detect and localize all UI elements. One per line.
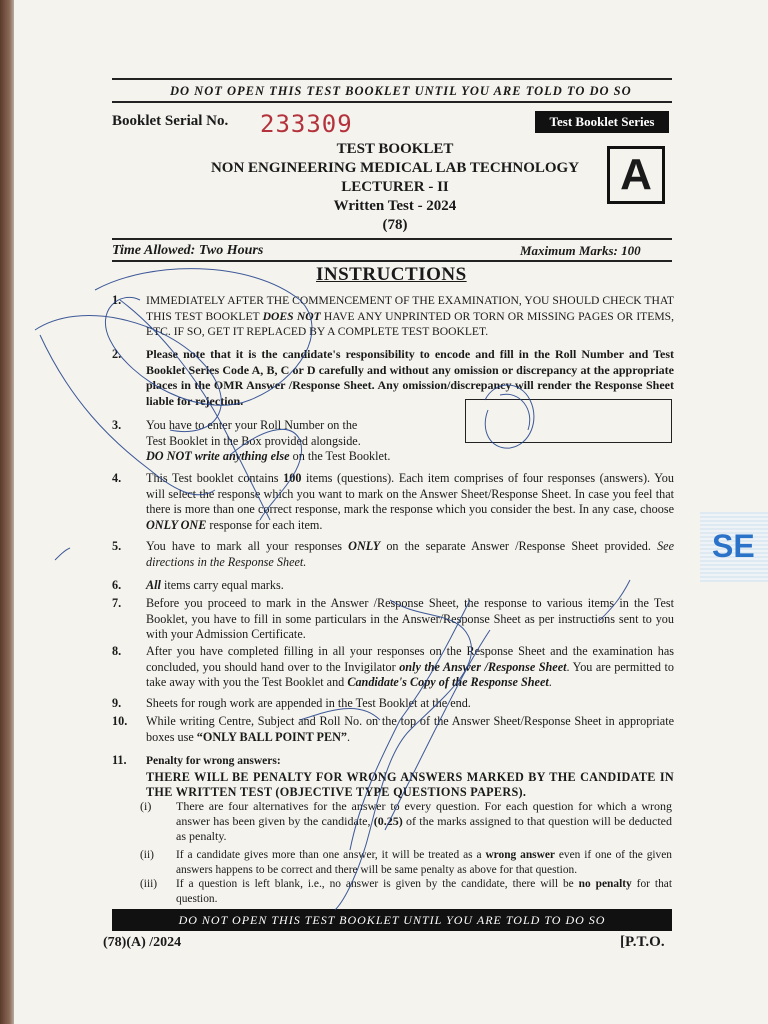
title-line: NON ENGINEERING MEDICAL LAB TECHNOLOGY [210,160,580,176]
instruction-item [112,539,674,571]
series-label: Test Booklet Series [535,111,669,133]
penalty-subitem [140,848,672,878]
penalty-subitem [140,877,672,907]
item-text: IMMEDIATELY AFTER THE COMMENCEMENT OF THE EXAMINATION, YOU SHOULD CHECK THAT THIS TEST BOOKLET DOES NOT HAVE ANY UNPRINTED OR TORN OR MISSING PAGES OR ITEMS, ETC. IF SO, GET IT REPLACED BY A COMPLETE TEST BOOKLET. [146,294,674,338]
subitem-number: (iii) [140,878,158,890]
serial-label: Booklet Serial No. [112,113,229,129]
maximum-marks: Maximum Marks: 100 [520,243,641,258]
item-text: Please note that it is the candidate's responsibility to encode and fill in the Roll Number and Test Booklet Series Code A, B, C or D carefully and without any omission or discrepancy at the appropriate places in the OMR Answer /Response Sheet. Any omission/discrepancy will render the Response Sheet liable for rejection. [146,347,674,408]
item-number: 8. [112,644,122,658]
instruction-item [112,293,674,341]
instruction-item [112,714,674,746]
title-line: Written Test - 2024 [333,198,457,214]
banner-rule [112,101,672,103]
item-text: After you have completed filling in all your responses on the Response Sheet and the examination has concluded, you should hand over to the Invigilator only the Answer /Response Sheet. You are permitted to take away with you the Test Booklet and Candidate's Copy of the Response Sheet. [146,644,674,689]
item-number: 4. [112,471,122,485]
subitem-number: (i) [140,799,152,813]
instruction-item [112,418,452,466]
item-text: Penalty for wrong answers: THERE WILL BE PENALTY FOR WRONG ANSWERS MARKED BY THE CANDIDATE IN THE WRITTEN TEST (OBJECTIVE TYPE QUESTIONS PAPERS). [146,755,674,799]
item-text: All items carry equal marks. [146,578,284,592]
item-text: You have to enter your Roll Number on the Test Booklet in the Box provided alongside. DO NOT write anything else on the Test Booklet. [146,418,391,463]
item-number: 1. [112,293,122,307]
instruction-item [112,596,674,644]
item-text: Sheets for rough work are appended in the Test Booklet at the end. [146,696,471,710]
top-rule [112,78,672,80]
booklet-code: (78)(A) /2024 [103,935,182,950]
item-number: 2. [112,347,122,361]
item-text: Before you proceed to mark in the Answer /Response Sheet, the response to various items in the Test Booklet, you have to fill in some particulars in the Answer/Response Sheet as per instructions sent to you with your Admission Certificate. [146,596,674,641]
time-rule-bottom [112,260,672,262]
stamp-text: SE [712,528,755,564]
item-number: 10. [112,714,128,728]
item-number: 9. [112,696,122,710]
instruction-item [112,696,674,712]
instructions-title: INSTRUCTIONS [316,264,467,285]
title-block [190,140,600,235]
subitem-text: There are four alternatives for the answer to every question. For each question for which a wrong answer has been given by the candidate, (0.25) of the marks assigned to that question will be deducted as penalty. [176,799,672,843]
item-text: You have to mark all your responses ONLY on the separate Answer /Response Sheet provided. See directions in the Response Sheet. [146,539,674,569]
subitem-text: If a question is left blank, i.e., no answer is given by the candidate, there will be no penalty for that question. [176,878,672,905]
item-number: 5. [112,539,122,553]
bottom-banner: DO NOT OPEN THIS TEST BOOKLET UNTIL YOU ARE TOLD TO DO SO [112,909,672,931]
instruction-item [112,753,674,801]
series-letter: A [607,146,665,204]
instruction-item [112,471,674,533]
pto-label: [P.T.O. [620,934,665,950]
item-number: 3. [112,418,122,432]
item-text: This Test booklet contains 100 items (questions). Each item comprises of four responses (answers). You will select the response which you want to mark on the Answer Sheet/Response Sheet. In case you feel that there is more than one correct response, mark the response which you consider the best. In any case, choose ONLY ONE response for each item. [146,471,674,532]
title-line: LECTURER - II [341,179,449,195]
subitem-number: (ii) [140,849,154,861]
top-banner: DO NOT OPEN THIS TEST BOOKLET UNTIL YOU ARE TOLD TO DO SO [170,84,632,98]
instruction-item [112,578,674,594]
item-text: While writing Centre, Subject and Roll No. on the top of the Answer Sheet/Response Sheet in appropriate boxes use “ONLY BALL POINT PEN”. [146,714,674,744]
item-number: 7. [112,596,122,610]
subitem-text: If a candidate gives more than one answer, it will be treated as a wrong answer even if one of the given answers happens to be correct and there will be same penalty as above for that question. [176,849,672,876]
penalty-subitem [140,799,672,845]
title-line: TEST BOOKLET [336,141,454,157]
instruction-item [112,644,674,692]
roll-number-box[interactable] [465,399,672,443]
time-rule-top [112,238,672,240]
stamp-mark [700,512,768,582]
title-line: (78) [382,217,408,233]
item-number: 11. [112,753,127,767]
item-number: 6. [112,578,122,592]
time-allowed: Time Allowed: Two Hours [112,243,264,258]
serial-number: 233309 [260,110,353,138]
